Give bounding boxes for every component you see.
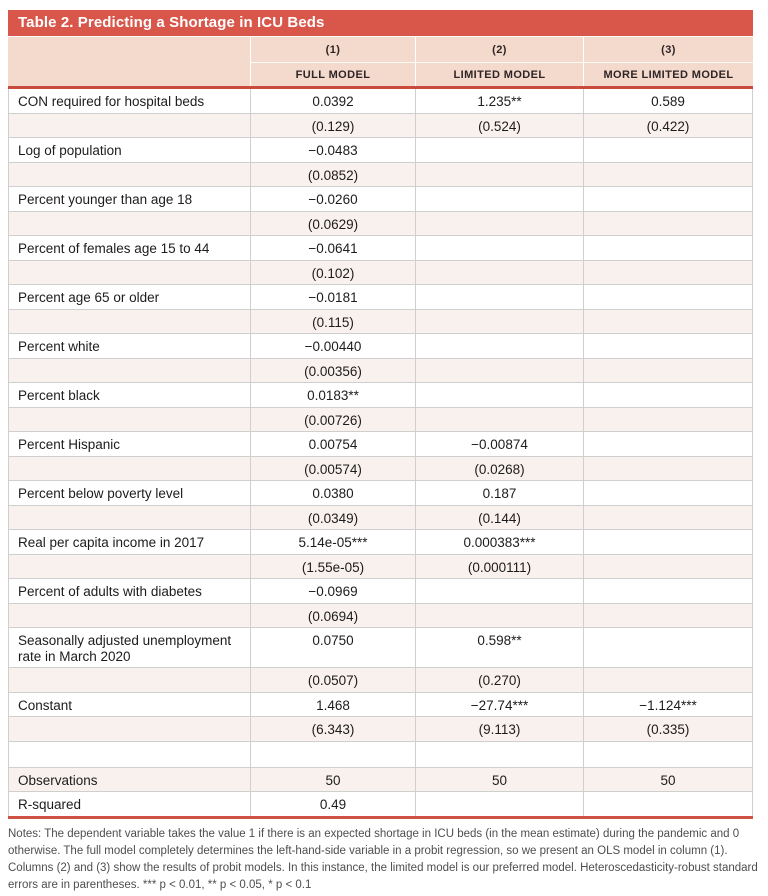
- value-cell-col3: [583, 506, 752, 530]
- value-cell-col2: (0.144): [415, 506, 583, 530]
- value-cell-col3: (0.422): [583, 114, 752, 138]
- value-cell-col2: 50: [415, 768, 583, 792]
- value-cell-col2: [415, 138, 583, 162]
- value-cell-col2: [415, 792, 583, 816]
- value-cell-col1: (0.00574): [250, 457, 415, 481]
- value-cell-col2: [415, 212, 583, 236]
- value-cell-col1: (0.0629): [250, 212, 415, 236]
- value-cell-col2: [415, 285, 583, 309]
- value-cell-col1: 0.0750: [250, 628, 415, 667]
- value-cell-col1: (0.0349): [250, 506, 415, 530]
- value-cell-col2: [415, 236, 583, 260]
- value-cell-col3: [583, 310, 752, 334]
- value-cell-col1: −0.0260: [250, 187, 415, 211]
- value-cell-col3: [583, 163, 752, 187]
- value-cell-col1: 1.468: [250, 693, 415, 717]
- table-row: [9, 89, 752, 114]
- row-label: [9, 506, 250, 530]
- table-row: [9, 114, 752, 139]
- table-row: [9, 506, 752, 531]
- table-row: [9, 236, 752, 261]
- row-label: Real per capita income in 2017: [18, 535, 205, 550]
- row-label: [9, 261, 250, 285]
- row-label: Seasonally adjusted unemployment rate in March 2020: [18, 633, 232, 664]
- value-cell-col2: (9.113): [415, 717, 583, 741]
- value-cell-col1: 0.0183**: [250, 383, 415, 407]
- value-cell-col1: (0.102): [250, 261, 415, 285]
- table-row: [9, 668, 752, 693]
- table-row: [9, 628, 752, 668]
- value-cell-col2: (0.0268): [415, 457, 583, 481]
- table-row: [9, 530, 752, 555]
- value-cell-col1: [250, 742, 415, 767]
- row-label: Percent of adults with diabetes: [18, 584, 202, 599]
- row-label: CON required for hospital beds: [18, 94, 205, 109]
- table-header: [8, 37, 753, 86]
- value-cell-col3: [583, 432, 752, 456]
- value-cell-col1: −0.0969: [250, 579, 415, 603]
- value-cell-col1: (6.343): [250, 717, 415, 741]
- value-cell-col2: −0.00874: [415, 432, 583, 456]
- row-label: Percent black: [18, 388, 100, 403]
- column-name-more-limited-model: MORE LIMITED MODEL: [583, 62, 753, 86]
- row-label: Percent below poverty level: [18, 486, 184, 501]
- table-row: [9, 481, 752, 506]
- value-cell-col1: (0.00356): [250, 359, 415, 383]
- table-row: [9, 792, 752, 816]
- table-row: [9, 334, 752, 359]
- value-cell-col1: 0.0380: [250, 481, 415, 505]
- value-cell-col2: (0.524): [415, 114, 583, 138]
- table-notes: Notes: The dependent variable takes the value 1 if there is an expected shortage in ICU beds (in the mean estimate) during the pandemic and 0 otherwise. The full model completely determines the left-hand-side variable in a probit regression, so we present an OLS model in column (1). Columns (2) and (3) show the results of probit models. In this instance, the limited model is our preferred model. Heteroscedasticity-robust standard errors are in parentheses. *** p < 0.01, ** p < 0.05, * p < 0.1: [8, 828, 758, 892]
- table-row: [9, 742, 752, 768]
- value-cell-col3: [583, 579, 752, 603]
- value-cell-col2: [415, 579, 583, 603]
- value-cell-col1: (1.55e-05): [250, 555, 415, 579]
- column-number-2: (2): [415, 37, 583, 62]
- table-row: [9, 187, 752, 212]
- row-label: Constant: [18, 697, 73, 713]
- row-label: [9, 310, 250, 334]
- row-label: R-squared: [18, 797, 82, 812]
- table-row: [9, 555, 752, 580]
- value-cell-col1: 0.49: [250, 792, 415, 816]
- value-cell-col3: [583, 792, 752, 816]
- value-cell-col1: −0.0483: [250, 138, 415, 162]
- value-cell-col2: 0.598**: [415, 628, 583, 667]
- table-row: [9, 383, 752, 408]
- value-cell-col2: [415, 187, 583, 211]
- value-cell-col3: [583, 628, 752, 667]
- value-cell-col1: (0.129): [250, 114, 415, 138]
- table-row: [9, 310, 752, 335]
- row-label: Log of population: [18, 143, 122, 158]
- value-cell-col3: −1.124***: [583, 693, 752, 717]
- value-cell-col1: 0.0392: [250, 89, 415, 113]
- row-label: Percent of females age 15 to 44: [18, 241, 210, 256]
- column-number-3: (3): [583, 37, 753, 62]
- row-label: [9, 212, 250, 236]
- table-row: [9, 768, 752, 793]
- table-row: [9, 693, 752, 718]
- row-label: [9, 742, 250, 767]
- value-cell-col3: [583, 530, 752, 554]
- row-label: [9, 163, 250, 187]
- value-cell-col2: [415, 604, 583, 628]
- value-cell-col3: [583, 334, 752, 358]
- value-cell-col3: [583, 138, 752, 162]
- table-row: [9, 212, 752, 237]
- value-cell-col2: 0.187: [415, 481, 583, 505]
- column-number-1: (1): [250, 37, 415, 62]
- value-cell-col2: 0.000383***: [415, 530, 583, 554]
- table-row: [9, 579, 752, 604]
- bottom-rule: [8, 816, 753, 819]
- value-cell-col1: −0.0641: [250, 236, 415, 260]
- value-cell-col3: (0.335): [583, 717, 752, 741]
- value-cell-col1: −0.00440: [250, 334, 415, 358]
- value-cell-col1: (0.00726): [250, 408, 415, 432]
- value-cell-col3: [583, 359, 752, 383]
- value-cell-col2: −27.74***: [415, 693, 583, 717]
- row-label: Percent age 65 or older: [18, 290, 160, 305]
- value-cell-col2: [415, 310, 583, 334]
- value-cell-col1: (0.0852): [250, 163, 415, 187]
- value-cell-col1: (0.115): [250, 310, 415, 334]
- value-cell-col3: 50: [583, 768, 752, 792]
- table-row: [9, 408, 752, 433]
- value-cell-col2: [415, 359, 583, 383]
- column-name-full-model: FULL MODEL: [250, 62, 415, 86]
- value-cell-col3: [583, 457, 752, 481]
- header-stub-cell: [8, 37, 250, 86]
- table-title: Table 2. Predicting a Shortage in ICU Beds: [8, 10, 753, 37]
- row-label: [9, 359, 250, 383]
- value-cell-col3: [583, 481, 752, 505]
- row-label: [9, 114, 250, 138]
- value-cell-col1: 5.14e-05***: [250, 530, 415, 554]
- table-row: [9, 285, 752, 310]
- row-label: [9, 717, 250, 741]
- value-cell-col2: [415, 408, 583, 432]
- row-label: [9, 604, 250, 628]
- value-cell-col1: (0.0694): [250, 604, 415, 628]
- value-cell-col3: [583, 261, 752, 285]
- regression-table: [8, 10, 753, 819]
- table-row: [9, 261, 752, 286]
- table-row: [9, 604, 752, 629]
- value-cell-col1: 50: [250, 768, 415, 792]
- value-cell-col3: [583, 742, 752, 767]
- table-body: [8, 89, 753, 816]
- value-cell-col3: [583, 555, 752, 579]
- value-cell-col3: [583, 187, 752, 211]
- table-row: [9, 138, 752, 163]
- value-cell-col3: [583, 408, 752, 432]
- value-cell-col2: [415, 334, 583, 358]
- row-label: Percent younger than age 18: [18, 192, 193, 207]
- row-label: [9, 668, 250, 692]
- value-cell-col1: 0.00754: [250, 432, 415, 456]
- value-cell-col2: 1.235**: [415, 89, 583, 113]
- value-cell-col3: [583, 236, 752, 260]
- row-label: [9, 555, 250, 579]
- value-cell-col3: [583, 604, 752, 628]
- value-cell-col1: (0.0507): [250, 668, 415, 692]
- table-row: [9, 359, 752, 384]
- table-row: [9, 717, 752, 742]
- value-cell-col2: (0.000111): [415, 555, 583, 579]
- value-cell-col3: [583, 212, 752, 236]
- table-row: [9, 432, 752, 457]
- value-cell-col1: −0.0181: [250, 285, 415, 309]
- value-cell-col3: 0.589: [583, 89, 752, 113]
- column-name-limited-model: LIMITED MODEL: [415, 62, 583, 86]
- value-cell-col3: [583, 668, 752, 692]
- value-cell-col3: [583, 285, 752, 309]
- value-cell-col2: (0.270): [415, 668, 583, 692]
- row-label: Observations: [18, 772, 98, 788]
- row-label: Percent white: [18, 339, 100, 354]
- value-cell-col2: [415, 383, 583, 407]
- row-label: [9, 408, 250, 432]
- value-cell-col2: [415, 163, 583, 187]
- row-label: [9, 457, 250, 481]
- value-cell-col3: [583, 383, 752, 407]
- table-row: [9, 457, 752, 482]
- value-cell-col2: [415, 742, 583, 767]
- row-label: Percent Hispanic: [18, 437, 121, 452]
- table-row: [9, 163, 752, 188]
- value-cell-col2: [415, 261, 583, 285]
